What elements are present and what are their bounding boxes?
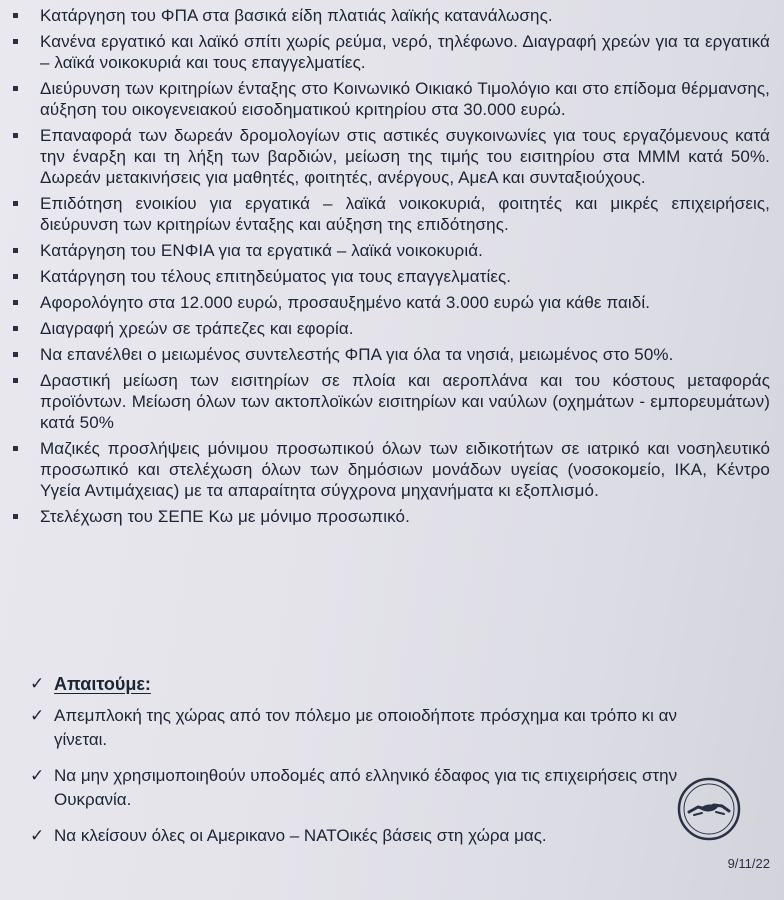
demands-heading-text: Απαιτούμε: bbox=[54, 674, 151, 694]
square-bullet-icon bbox=[13, 514, 18, 519]
bullet-text: Μαζικές προσλήψεις μόνιμου προσωπικού όλων των ειδικοτήτων σε ιατρικό και νοσηλευτικό προσωπικό και στελέχωση όλων των δημόσιων μονάδων υγείας (νοσοκομείο, ΙΚΑ, Κέντρο Υγεία Αντιμάχειας) με τα απαραίτητα σύγχρονα μηχανήματα κι εξοπλισμό. bbox=[40, 439, 770, 500]
square-bullet-icon bbox=[13, 352, 18, 357]
bullet-item bbox=[10, 125, 770, 188]
checkmark-icon: ✓ bbox=[30, 826, 45, 845]
square-bullet-icon bbox=[13, 201, 18, 206]
square-bullet-icon bbox=[13, 13, 18, 18]
bullet-text: Διεύρυνση των κριτηρίων ένταξης στο Κοινωνικό Οικιακό Τιμολόγιο και στο επίδομα θέρμανσης, αύξηση του οικογενειακού εισοδηματικού κριτηρίου στα 30.000 ευρώ. bbox=[40, 79, 770, 119]
demand-item bbox=[30, 764, 730, 812]
bullet-text: Δραστική μείωση των εισιτηρίων σε πλοία και αεροπλάνα και του κόστους μεταφοράς προϊόντων. Μείωση όλων των ακτοπλοϊκών εισιτηρίων και ναύλων (οχημάτων - εμπορευμάτων) κατά 50% bbox=[40, 371, 770, 432]
checkmark-icon: ✓ bbox=[30, 766, 45, 785]
demand-text: Να κλείσουν όλες οι Αμερικανο – ΝΑΤΟικές βάσεις στη χώρα μας. bbox=[54, 826, 547, 845]
bullet-text: Κατάργηση του τέλους επιτηδεύματος για τους επαγγελματίες. bbox=[40, 267, 512, 286]
square-bullet-icon bbox=[13, 133, 18, 138]
bullet-item bbox=[10, 266, 770, 287]
bullet-text: Διαγραφή χρεών σε τράπεζες και εφορία. bbox=[40, 319, 354, 338]
bullet-text: Κατάργηση του ΕΝΦΙΑ για τα εργατικά – λαϊκά νοικοκυριά. bbox=[40, 241, 483, 260]
demands-section bbox=[30, 672, 730, 848]
bullet-item bbox=[10, 318, 770, 339]
bullet-item bbox=[10, 78, 770, 120]
demand-item bbox=[30, 704, 730, 752]
bullet-item bbox=[10, 506, 770, 527]
square-bullet-icon bbox=[13, 86, 18, 91]
square-bullet-icon bbox=[13, 248, 18, 253]
bullet-item bbox=[10, 438, 770, 501]
checkmark-icon: ✓ bbox=[30, 706, 45, 725]
bullet-item bbox=[10, 5, 770, 26]
demands-heading bbox=[30, 672, 730, 696]
bullet-text: Να επανέλθει ο μειωμένος συντελεστής ΦΠΑ για όλα τα νησιά, μειωμένος στο 50%. bbox=[40, 345, 674, 364]
demand-text: Απεμπλοκή της χώρας από τον πόλεμο με οποιοδήποτε πρόσχημα και τρόπο κι αν γίνεται. bbox=[54, 706, 677, 749]
bullet-text: Στελέχωση του ΣΕΠΕ Κω με μόνιμο προσωπικό. bbox=[40, 507, 410, 526]
bullet-item bbox=[10, 344, 770, 365]
square-bullet-icon bbox=[13, 378, 18, 383]
bullet-text: Επιδότηση ενοικίου για εργατικά – λαϊκά νοικοκυριά, φοιτητές και μικρές επιχειρήσεις, διεύρυνση των κριτηρίων ένταξης και αύξηση της επιδότησης. bbox=[40, 194, 770, 234]
square-bullet-icon bbox=[13, 39, 18, 44]
bullet-item bbox=[10, 370, 770, 433]
bullet-text: Επαναφορά των δωρεάν δρομολογίων στις αστικές συγκοινωνίες για τους εργαζόμενους κατά την έναρξη και τη λήξη των βαρδιών, μείωση της τιμής του εισιτηρίου στα ΜΜΜ κατά 50%. Δωρεάν μετακινήσεις για μαθητές, φοιτητές, ανέργους, ΑμεΑ και συνταξιούχους. bbox=[40, 126, 770, 187]
document-date: 9/11/22 bbox=[727, 856, 770, 871]
checkmark-icon: ✓ bbox=[30, 674, 45, 693]
bullet-item bbox=[10, 193, 770, 235]
bullet-text: Κανένα εργατικό και λαϊκό σπίτι χωρίς ρεύμα, νερό, τηλέφωνο. Διαγραφή χρεών για τα εργατικά – λαϊκά νοικοκυριά και τους επαγγελματίες. bbox=[40, 32, 770, 72]
square-bullet-icon bbox=[13, 274, 18, 279]
bullet-text: Κατάργηση του ΦΠΑ στα βασικά είδη πλατιάς λαϊκής κατανάλωσης. bbox=[40, 6, 553, 25]
square-bullet-icon bbox=[13, 326, 18, 331]
bullet-text: Αφορολόγητο στα 12.000 ευρώ, προσαυξημένο κατά 3.000 ευρώ για κάθε παιδί. bbox=[40, 293, 651, 312]
bullet-item bbox=[10, 292, 770, 313]
square-bullet-icon bbox=[13, 300, 18, 305]
demand-item bbox=[30, 824, 730, 848]
demands-bullet-list bbox=[10, 5, 770, 532]
handshake-seal-icon bbox=[676, 776, 742, 842]
demand-text: Να μην χρησιμοποιηθούν υποδομές από ελληνικό έδαφος για τις επιχειρήσεις στην Ουκρανία. bbox=[54, 766, 678, 809]
bullet-item bbox=[10, 240, 770, 261]
square-bullet-icon bbox=[13, 446, 18, 451]
bullet-item bbox=[10, 31, 770, 73]
